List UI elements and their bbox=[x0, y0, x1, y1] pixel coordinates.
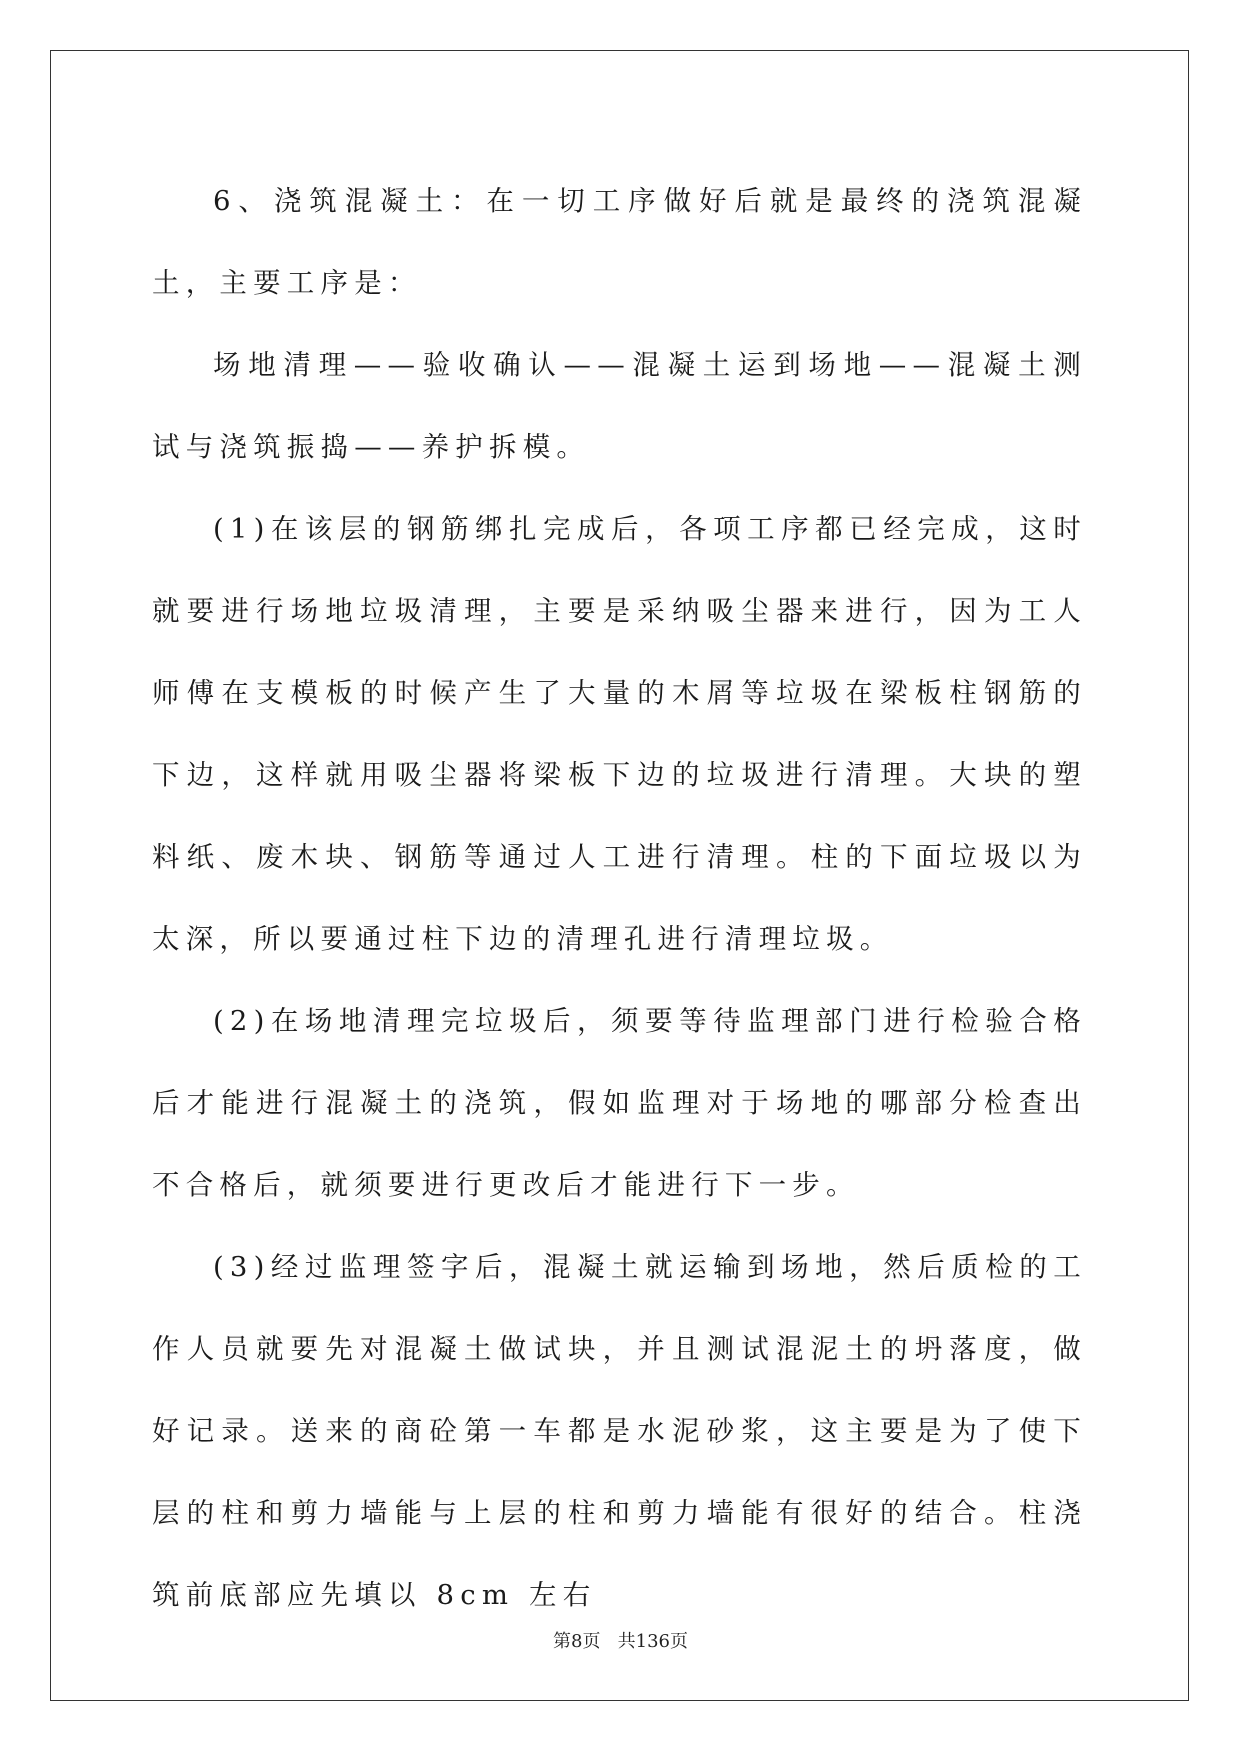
page-footer bbox=[0, 1627, 1241, 1653]
page-label-prefix: 第 bbox=[553, 1631, 571, 1652]
paragraph-step-3: (3)经过监理签字后，混凝土就运输到场地，然后质检的工作人员就要先对混凝土做试块，并且测试混泥土的坍落度，做好记录。送来的商砼第一车都是水泥砂浆，这主要是为了使下层的柱和剪力墙能与上层的柱和剪力墙能有很好的结合。柱浇筑前底部应先填以 8cm 左右 bbox=[152, 1251, 1087, 1611]
document-body bbox=[152, 160, 1087, 1636]
paragraph-pouring-concrete: 6、浇筑混凝土：在一切工序做好后就是最终的浇筑混凝土，主要工序是： bbox=[152, 185, 1087, 299]
current-page-number: 8 bbox=[571, 1631, 583, 1652]
page-label-suffix: 页 bbox=[582, 1631, 601, 1652]
paragraph-process-flow: 场地清理——验收确认——混凝土运到场地——混凝土测试与浇筑振捣——养护拆模。 bbox=[152, 349, 1087, 463]
paragraph-step-2: (2)在场地清理完垃圾后，须要等待监理部门进行检验合格后才能进行混凝土的浇筑，假如监理对于场地的哪部分检查出不合格后，就须要进行更改后才能进行下一步。 bbox=[152, 1005, 1087, 1201]
total-label-prefix: 共 bbox=[617, 1631, 636, 1652]
paragraph-step-1: (1)在该层的钢筋绑扎完成后，各项工序都已经完成，这时就要进行场地垃圾清理，主要是采纳吸尘器来进行，因为工人师傅在支模板的时候产生了大量的木屑等垃圾在梁板柱钢筋的下边，这样就用吸尘器将梁板下边的垃圾进行清理。大块的塑料纸、废木块、钢筋等通过人工进行清理。柱的下面垃圾以为太深，所以要通过柱下边的清理孔进行清理垃圾。 bbox=[152, 513, 1087, 955]
total-label-suffix: 页 bbox=[669, 1631, 688, 1652]
total-pages-number: 136 bbox=[635, 1631, 670, 1652]
